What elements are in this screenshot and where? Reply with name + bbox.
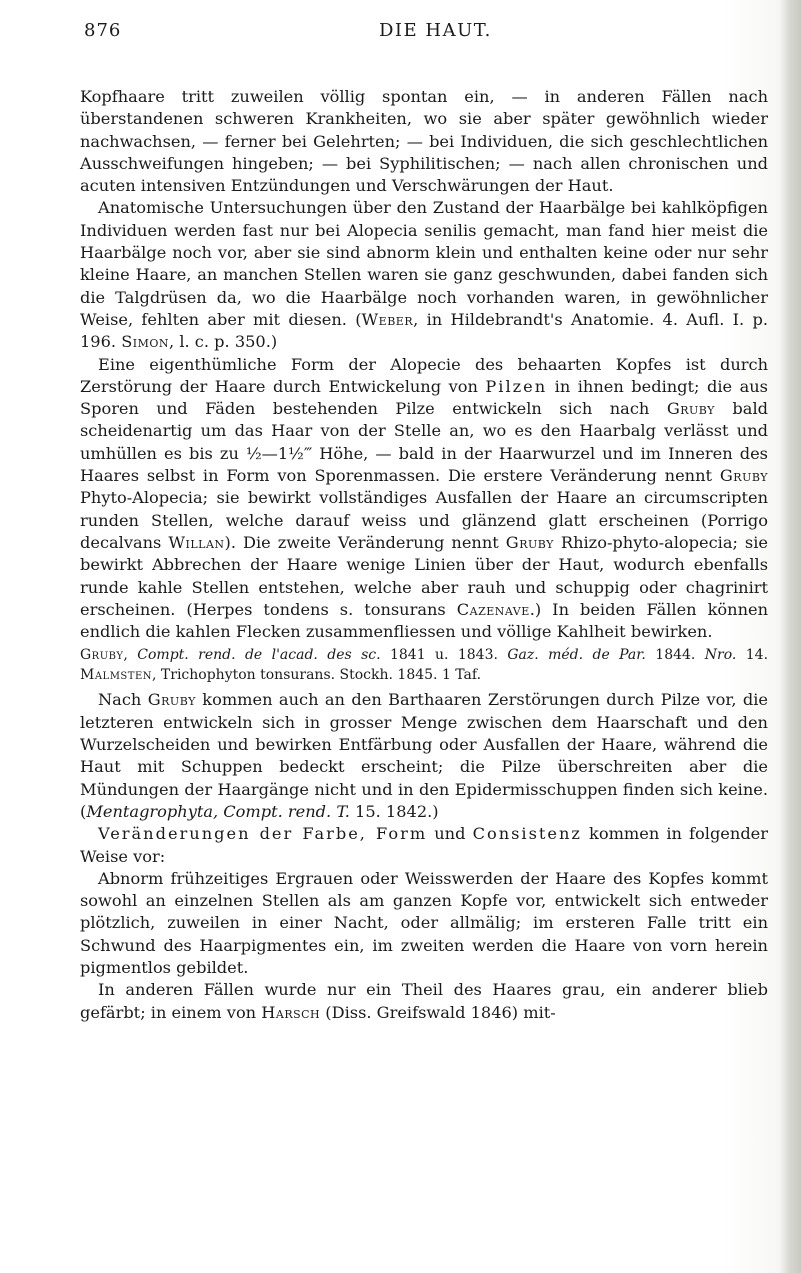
text-span-it: Nro. bbox=[704, 647, 737, 664]
text-span: Phyto-Alopecia; sie bewirkt vollständiges Ausfallen der Haare an circumscripten runden Stellen, welche darauf weiss und glänzend glatt erscheinen (Porrigo decalvans bbox=[80, 488, 768, 552]
paragraph bbox=[80, 689, 768, 823]
text-span: kommen auch an den Barthaaren Zerstörungen durch Pilze vor, die letzteren entwickeln sich in grosser Menge zwischen dem Haarschaft und den Wurzelscheiden und bewirken Entfärbung oder Ausfallen der Haare, während die Haut mit Schuppen bedeckt erscheint; die Pilze überschreiten aber die Mündungen der Haargänge nicht und in den Epidermisschuppen finden sich keine. ( bbox=[80, 690, 768, 821]
text-span-sc: Gruby bbox=[147, 690, 196, 710]
text-span: Anatomische Untersuchungen über den Zustand der Haarbälge bei kahlköpfigen Individuen werden fast nur bei Alopecia senilis gemacht, man fand hier meist die Haarbälge noch vor, aber sie sind abnorm klein und enthalten keine oder nur sehr kleine Haare, an manchen Stellen waren sie ganz geschwunden, dabei fanden sich die Talgdrüsen da, wo die Haarbälge noch vorhanden waren, in gewöhnlicher Weise, fehlten aber mit diesen. ( bbox=[80, 198, 768, 329]
text-span: Rhizo-phyto-alopecia; sie bewirkt Abbrechen der Haare wenige Linien über der Haut, wodurch ebenfalls runde kahle Stellen entstehen, welche aber rauh und schuppig oder chagrinirt erscheinen. (Herpes tondens s. tonsurans bbox=[80, 532, 768, 619]
text-span-sc: Simon bbox=[121, 332, 170, 352]
text-span: 14. bbox=[736, 647, 769, 664]
text-span: in ihnen bedingt; die aus Sporen und Fäden bestehenden Pilze entwickeln sich nach bbox=[80, 376, 768, 419]
text-span: , in Hildebrandt's Anatomie. 4. Aufl. I. p. 196. bbox=[80, 309, 768, 352]
running-title: DIE HAUT. bbox=[379, 20, 492, 41]
text-span: 1841 u. 1843. bbox=[380, 647, 508, 664]
paragraph bbox=[80, 354, 768, 644]
paragraph bbox=[80, 868, 768, 979]
text-span-sp: Consistenz bbox=[472, 824, 582, 844]
text-span: 1844. bbox=[645, 647, 705, 664]
text-span-sc: Malmsten bbox=[80, 667, 153, 684]
text-span: Abnorm frühzeitiges Ergrauen oder Weisswerden der Haare des Kopfes kommt sowohl an einzelnen Stellen als am ganzen Kopfe vor, entwickelt sich entweder plötzlich, zuweilen in einer Nacht, oder allmälig; im ersteren Falle tritt ein Schwund des Haarpigmentes ein, im zweiten werden die Haare von vorn herein pigmentlos gebildet. bbox=[80, 868, 768, 977]
text-span-sc: Weber bbox=[361, 309, 414, 329]
text-span-sp: Pilzen bbox=[485, 376, 548, 396]
text-span-it: Mentagrophyta, Compt. rend. T. bbox=[86, 801, 350, 821]
paragraph bbox=[80, 823, 768, 868]
text-span: ). Die zweite Veränderung nennt bbox=[224, 532, 506, 552]
text-span: Kopfhaare tritt zuweilen völlig spontan ein, — in anderen Fällen nach überstandenen schweren Krankheiten, wo sie aber später gewöhnlich wieder nachwachsen, — ferner bei Gelehrten; — bei Individuen, die sich geschlechtlichen Ausschweifungen hingeben; — bei Syphilitischen; — nach allen chronischen und acuten intensiven Entzündungen und Verschwärungen der Haut. bbox=[80, 87, 768, 196]
text-span-sc: Gruby bbox=[719, 466, 768, 486]
text-span: Eine eigenthümliche Form der Alopecie des behaarten Kopfes ist durch Zerstörung der Haare durch Entwickelung von bbox=[80, 354, 768, 396]
text-span: bald scheidenartig um das Haar von der Stelle an, wo es den Haarbalg verlässt und umhüllen es bis zu ½—1½‴ Höhe, — bald in der Haarwurzel und im Inneren des Haares selbst in Form von Sporenmassen. Die erstere Veränderung nennt bbox=[80, 399, 768, 486]
text-span: , bbox=[123, 647, 138, 664]
text-span: .) In beiden Fällen können endlich die kahlen Flecken zusammenfliessen und völlige Kahlheit bewirken. bbox=[80, 599, 769, 642]
paragraph bbox=[80, 86, 768, 197]
paragraph bbox=[80, 197, 768, 353]
text-span-it: Gaz. méd. de Par. bbox=[507, 647, 646, 664]
text-span: kommen in folgender Weise vor: bbox=[80, 824, 768, 866]
text-span: 15. 1842.) bbox=[349, 801, 439, 821]
page-number: 876 bbox=[84, 20, 122, 41]
body-text bbox=[80, 86, 768, 1024]
text-span-sc: Gruby bbox=[666, 399, 715, 419]
text-span: , l. c. p. 350.) bbox=[169, 332, 278, 352]
text-span: Nach bbox=[98, 690, 148, 710]
page-edge-shadow bbox=[779, 0, 801, 1273]
text-span: und bbox=[427, 824, 473, 844]
paragraph bbox=[80, 979, 768, 1024]
text-span: (Diss. Greifswald 1846) mit- bbox=[320, 1002, 556, 1022]
text-span: , Trichophyton tonsurans. Stockh. 1845. 1 Taf. bbox=[152, 667, 482, 684]
text-span-sc: Willan bbox=[168, 532, 225, 552]
text-span-sc: Gruby bbox=[80, 647, 124, 664]
text-span-it: Compt. rend. de l'acad. des sc. bbox=[137, 647, 381, 664]
text-span-sc: Harsch bbox=[261, 1002, 321, 1022]
text-span-sc: Cazenave bbox=[456, 599, 530, 619]
reference-note bbox=[80, 645, 768, 685]
page-header bbox=[84, 14, 764, 44]
text-span-sc: Gruby bbox=[505, 532, 554, 552]
text-span: In anderen Fällen wurde nur ein Theil des Haares grau, ein anderer blieb gefärbt; in einem von bbox=[80, 980, 768, 1022]
text-span-sp: Veränderungen der Farbe, Form bbox=[98, 824, 428, 844]
